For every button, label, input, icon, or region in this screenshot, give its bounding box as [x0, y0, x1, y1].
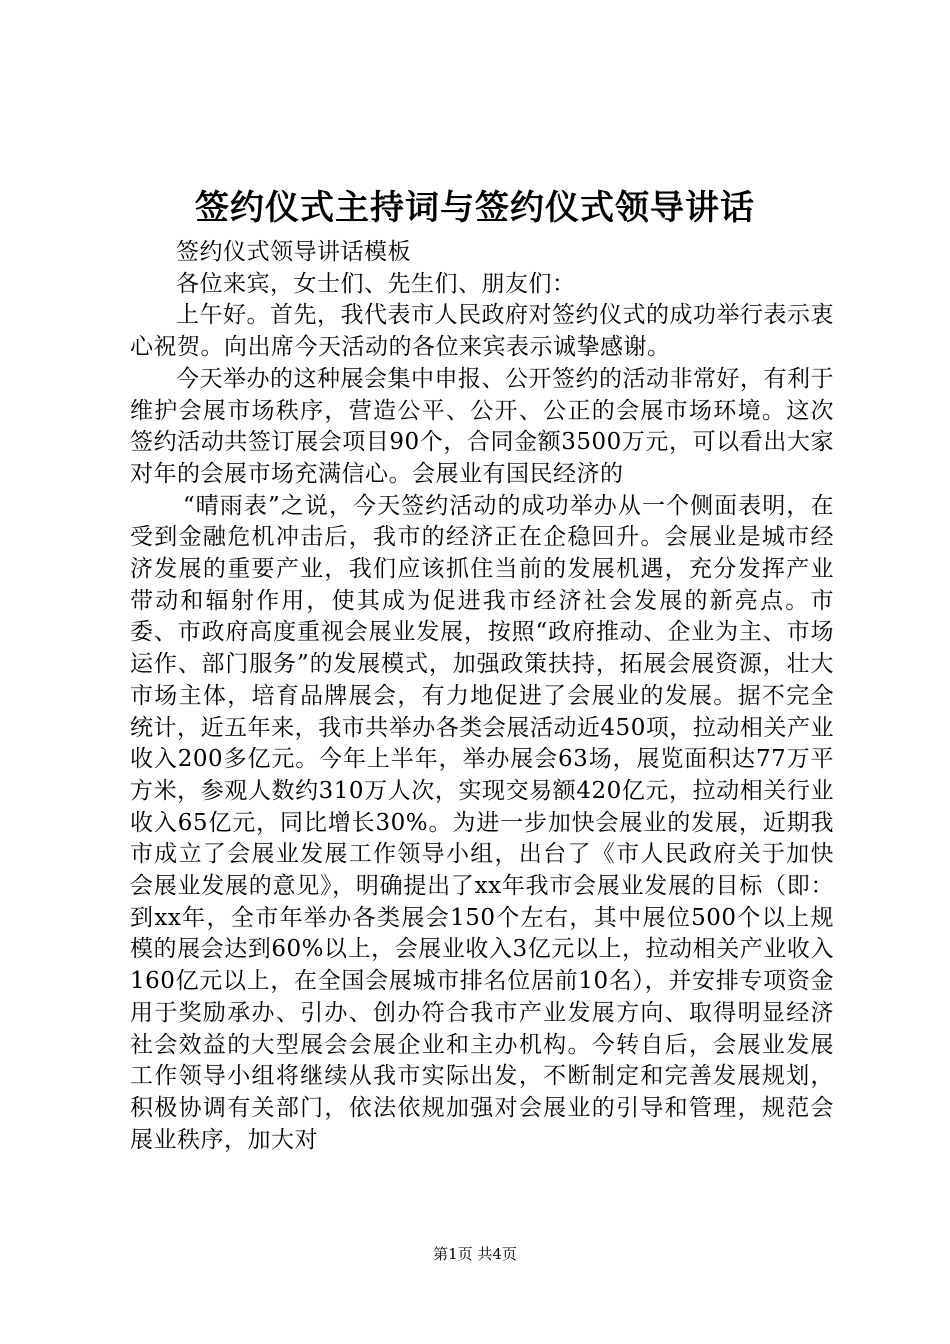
document-body [130, 237, 834, 1156]
paragraph-template-title: 签约仪式领导讲话模板 [176, 239, 411, 265]
paragraph-salutation: 各位来宾，女士们、先生们、朋友们： [176, 270, 576, 297]
paragraph-signing-summary: 今天举办的这种展会集中申报、公开签约的活动非常好，有利于维护会展市场秩序，营造公平、公开、公正的会展市场环境。这次签约活动共签订展会项目90个，合同金额3500万元，可以看出大家对年的会展市场充满信心。会展业有国民经济的 [130, 365, 834, 487]
document-title: 签约仪式主持词与签约仪式领导讲话 [195, 188, 755, 228]
paragraph-industry-development: “晴雨表”之说，今天签约活动的成功举办从一个侧面表明，在受到金融危机冲击后，我市的经济正在企稳回升。会展业是城市经济发展的重要产业，我们应该抓住当前的发展机遇，充分发挥产业带动和辐射作用，使其成为促进我市经济社会发展的新亮点。市委、市政府高度重视会展业发展，按照“政府推动、企业为主、市场运作、部门服务”的发展模式，加强政策扶持，拓展会展资源，壮大市场主体，培育品牌展会，有力地促进了会展业的发展。据不完全统计，近五年来，我市共举办各类会展活动近450项，拉动相关产业收入200多亿元。今年上半年，举办展会63场，展览面积达77万平方米，参观人数约310万人次，实现交易额420亿元，拉动相关行业收入65亿元，同比增长30%。为进一步加快会展业的发展，近期我市成立了会展业发展工作领导小组，出台了《市人民政府关于加快会展业发展的意见》，明确提出了xx年我市会展业发展的目标（即：到xx年，全市年举办各类展会150个左右，其中展位500个以上规模的展会达到60%以上，会展业收入3亿元以上，拉动相关产业收入160亿元以上，在全国会展城市排名位居前10名），并安排专项资金用于奖励承办、引办、创办符合我市产业发展方向、取得明显经济社会效益的大型展会会展企业和主办机构。今转自后，会展业发展工作领导小组将继续从我市实际出发，不断制定和完善发展规划，积极协调有关部门，依法依规加强对会展业的引导和管理，规范会展业秩序，加大对 [130, 492, 834, 1153]
paragraph-greeting: 上午好。首先，我代表市人民政府对签约仪式的成功举行表示衷心祝贺。向出席今天活动的各位来宾表示诚挚感谢。 [130, 302, 834, 361]
page-footer: 第1页 共4页 [433, 1245, 517, 1263]
